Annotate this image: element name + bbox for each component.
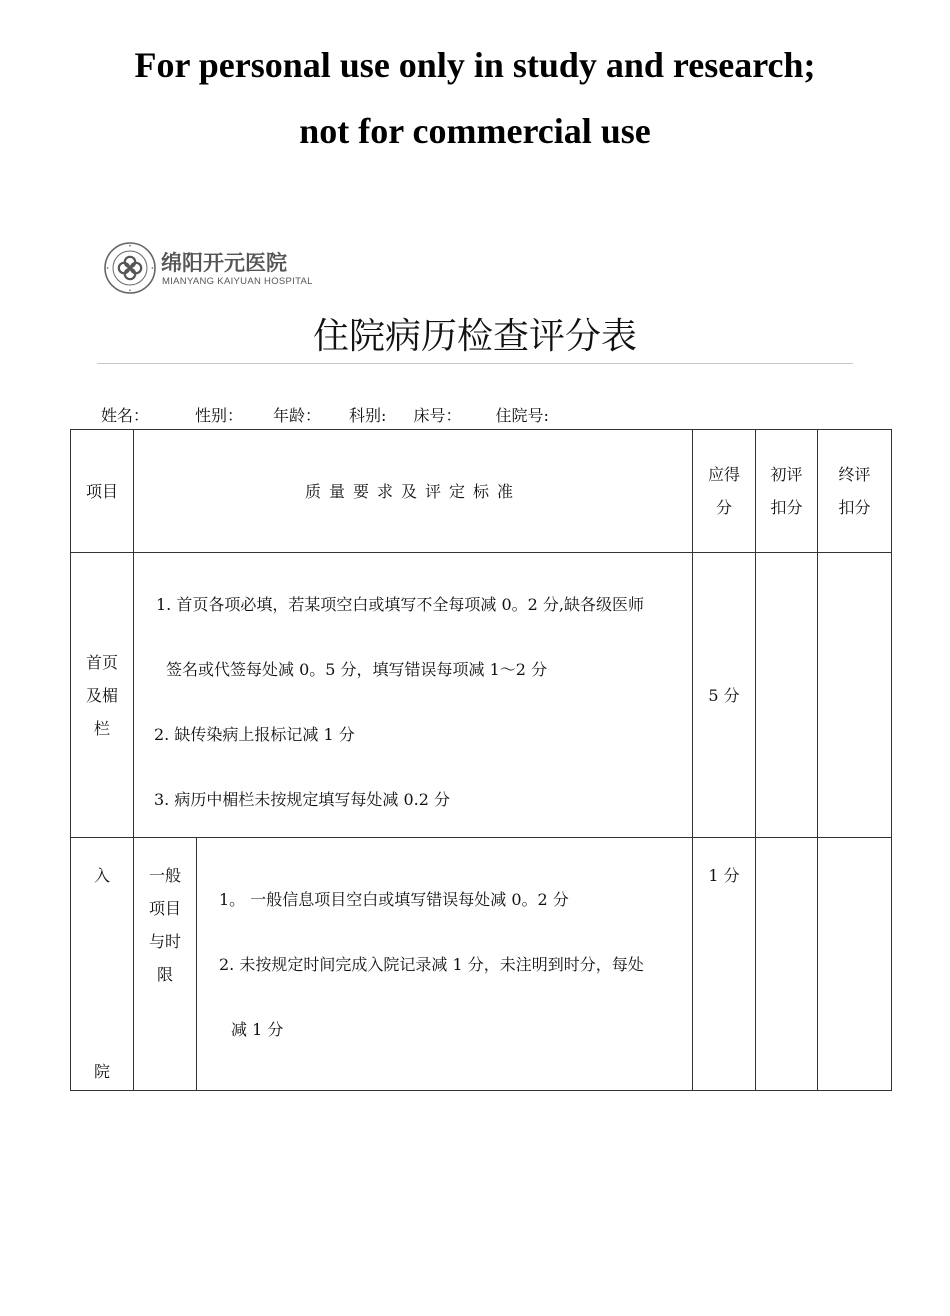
notice-line-2: not for commercial use [299,111,651,151]
grading-table [70,429,892,1091]
table-header-row [71,430,892,553]
criteria-line: 签名或代签每处减 0。5 分，填写错误每项减 1～2 分 [166,660,548,679]
score-front-page: 5 分 [693,553,756,838]
bed-label: 床号： [413,406,462,425]
hospital-logo [103,241,333,299]
criteria-line: 1。 一般信息项目空白或填写错误每处减 0。2 分 [219,890,569,909]
table-row [71,553,892,838]
hospital-name-cn: 绵阳开元医院 [161,251,287,275]
header-item: 项目 [71,430,134,553]
gender-label: 性别： [195,406,244,425]
criteria-line: 1. 首页各项必填，若某项空白或填写不全每项减 0。2 分,缺各级医师 [156,595,644,614]
hospital-logo-icon [103,241,157,295]
document-title: 住院病历检查评分表 [312,316,637,357]
criteria-line: 2. 缺传染病上报标记减 1 分 [154,725,355,744]
criteria-line: 2. 未按规定时间完成入院记录减 1 分，未注明到时分，每处 [219,955,644,974]
title-divider [97,363,853,364]
criteria-line: 3. 病历中楣栏未按规定填写每处减 0.2 分 [154,790,450,809]
item-admission: 入 院 [71,838,134,1091]
criteria-admission [197,838,693,1091]
admission-no-label: 住院号: [495,406,549,425]
criteria-line: 减 1 分 [231,1020,284,1039]
initial-deduction-cell[interactable] [756,553,818,838]
initial-deduction-cell[interactable] [756,838,818,1091]
notice-line-1: For personal use only in study and research; [134,45,816,85]
hospital-name-en: MIANYANG KAIYUAN HOSPITAL [162,276,313,287]
age-label: 年龄： [273,406,322,425]
name-label: 姓名： [101,406,150,425]
dept-label: 科别: [349,406,387,425]
patient-info-row [101,403,549,426]
criteria-front-page [134,553,693,838]
final-deduction-cell[interactable] [818,838,892,1091]
header-standard: 质量要求及评定标准 [134,430,693,553]
header-initial-deduction: 初评扣分 [756,430,818,553]
item-front-page: 首页及楣栏 [71,553,134,838]
header-score: 应得分 [693,430,756,553]
final-deduction-cell[interactable] [818,553,892,838]
score-admission: 1 分 [693,838,756,1091]
header-final-deduction: 终评扣分 [818,430,892,553]
table-row [71,838,892,1091]
subitem-general-timelimit: 一般项目与时限 [134,838,197,1091]
